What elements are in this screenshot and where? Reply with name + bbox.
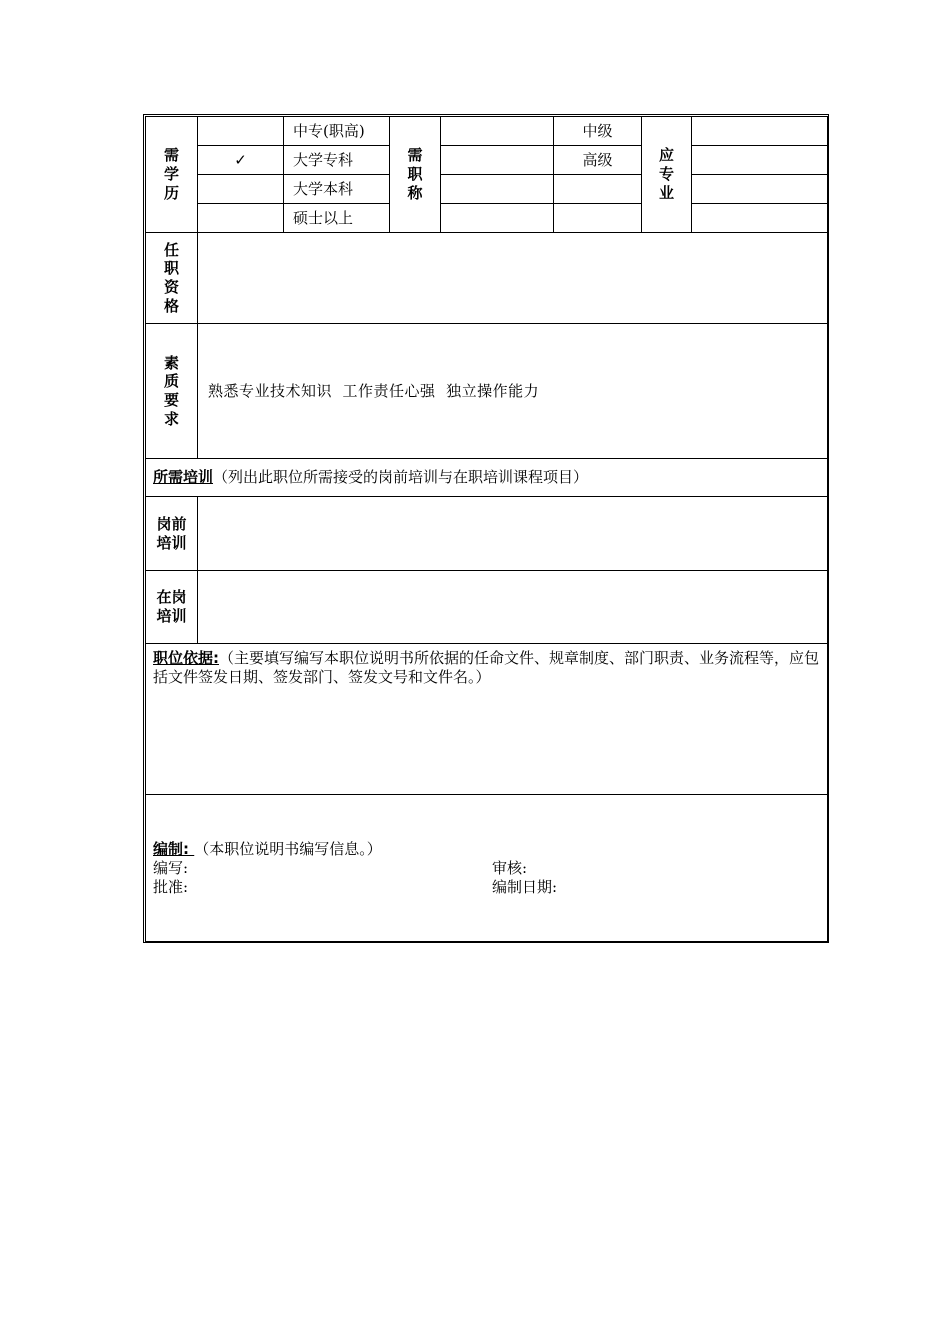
training-title: 所需培训: [153, 468, 214, 487]
education-label: 需 学 历: [146, 117, 198, 233]
major-field-4[interactable]: [692, 204, 828, 233]
training-note: （列出此职位所需接受的岗前培训与在职培训课程项目）: [213, 468, 589, 487]
job-description-form: [145, 116, 828, 942]
title-check-1[interactable]: [441, 117, 554, 146]
major-field-3[interactable]: [692, 175, 828, 204]
title-level-3: [554, 175, 642, 204]
education-row-4: [146, 204, 828, 233]
title-check-3[interactable]: [441, 175, 554, 204]
education-row-2: [146, 146, 828, 175]
compile-date-label: 编制日期:: [492, 877, 558, 896]
education-check-1[interactable]: [198, 117, 284, 146]
education-option-1: 中专(职高): [284, 117, 390, 146]
on-job-training-row: [146, 571, 828, 644]
on-job-training-content[interactable]: [198, 571, 828, 644]
education-row-1: [146, 117, 828, 146]
major-field-1[interactable]: [692, 117, 828, 146]
quality-text: 熟悉专业技术知识 工作责任心强 独立操作能力: [208, 381, 540, 400]
title-level-2: 高级: [554, 146, 642, 175]
compile-cell: [146, 795, 828, 942]
title-label: 需 职 称: [390, 117, 441, 233]
reviewer-label: 审核:: [492, 858, 528, 877]
pre-job-training-content[interactable]: [198, 497, 828, 571]
education-option-3: 大学本科: [284, 175, 390, 204]
education-check-2[interactable]: ✓: [198, 146, 284, 175]
quality-row: [146, 324, 828, 459]
title-check-2[interactable]: [441, 146, 554, 175]
major-field-2[interactable]: [692, 146, 828, 175]
on-job-training-label: 在岗 培训: [146, 571, 198, 644]
pre-job-training-label: 岗前 培训: [146, 497, 198, 571]
major-label: 应 专 业: [642, 117, 692, 233]
education-check-3[interactable]: [198, 175, 284, 204]
education-option-4: 硕士以上: [284, 204, 390, 233]
qualification-label: 任 职 资 格: [146, 233, 198, 324]
basis-note: （主要填写编写本职位说明书所依据的任命文件、规章制度、部门职责、业务流程等，应包括文件签发日期、签发部门、签发文号和文件名。）: [153, 649, 820, 686]
approver-label: 批准:: [153, 877, 189, 896]
education-row-3: [146, 175, 828, 204]
qualification-row: [146, 233, 828, 324]
pre-job-training-row: [146, 497, 828, 571]
qualification-content[interactable]: [198, 233, 828, 324]
training-heading-row: [146, 459, 828, 497]
basis-title: 职位依据:: [153, 649, 219, 667]
title-level-1: 中级: [554, 117, 642, 146]
education-check-4[interactable]: [198, 204, 284, 233]
quality-content[interactable]: [198, 324, 828, 459]
education-option-2: 大学专科: [284, 146, 390, 175]
quality-label: 素 质 要 求: [146, 324, 198, 459]
title-check-4[interactable]: [441, 204, 554, 233]
training-heading: [146, 459, 828, 497]
basis-cell[interactable]: [146, 644, 828, 795]
compile-row: [146, 795, 828, 942]
compile-title: 编制:: [153, 840, 195, 858]
writer-label: 编写:: [153, 858, 189, 877]
basis-row: [146, 644, 828, 795]
title-level-4: [554, 204, 642, 233]
compile-note: （本职位说明书编写信息。）: [194, 840, 382, 858]
